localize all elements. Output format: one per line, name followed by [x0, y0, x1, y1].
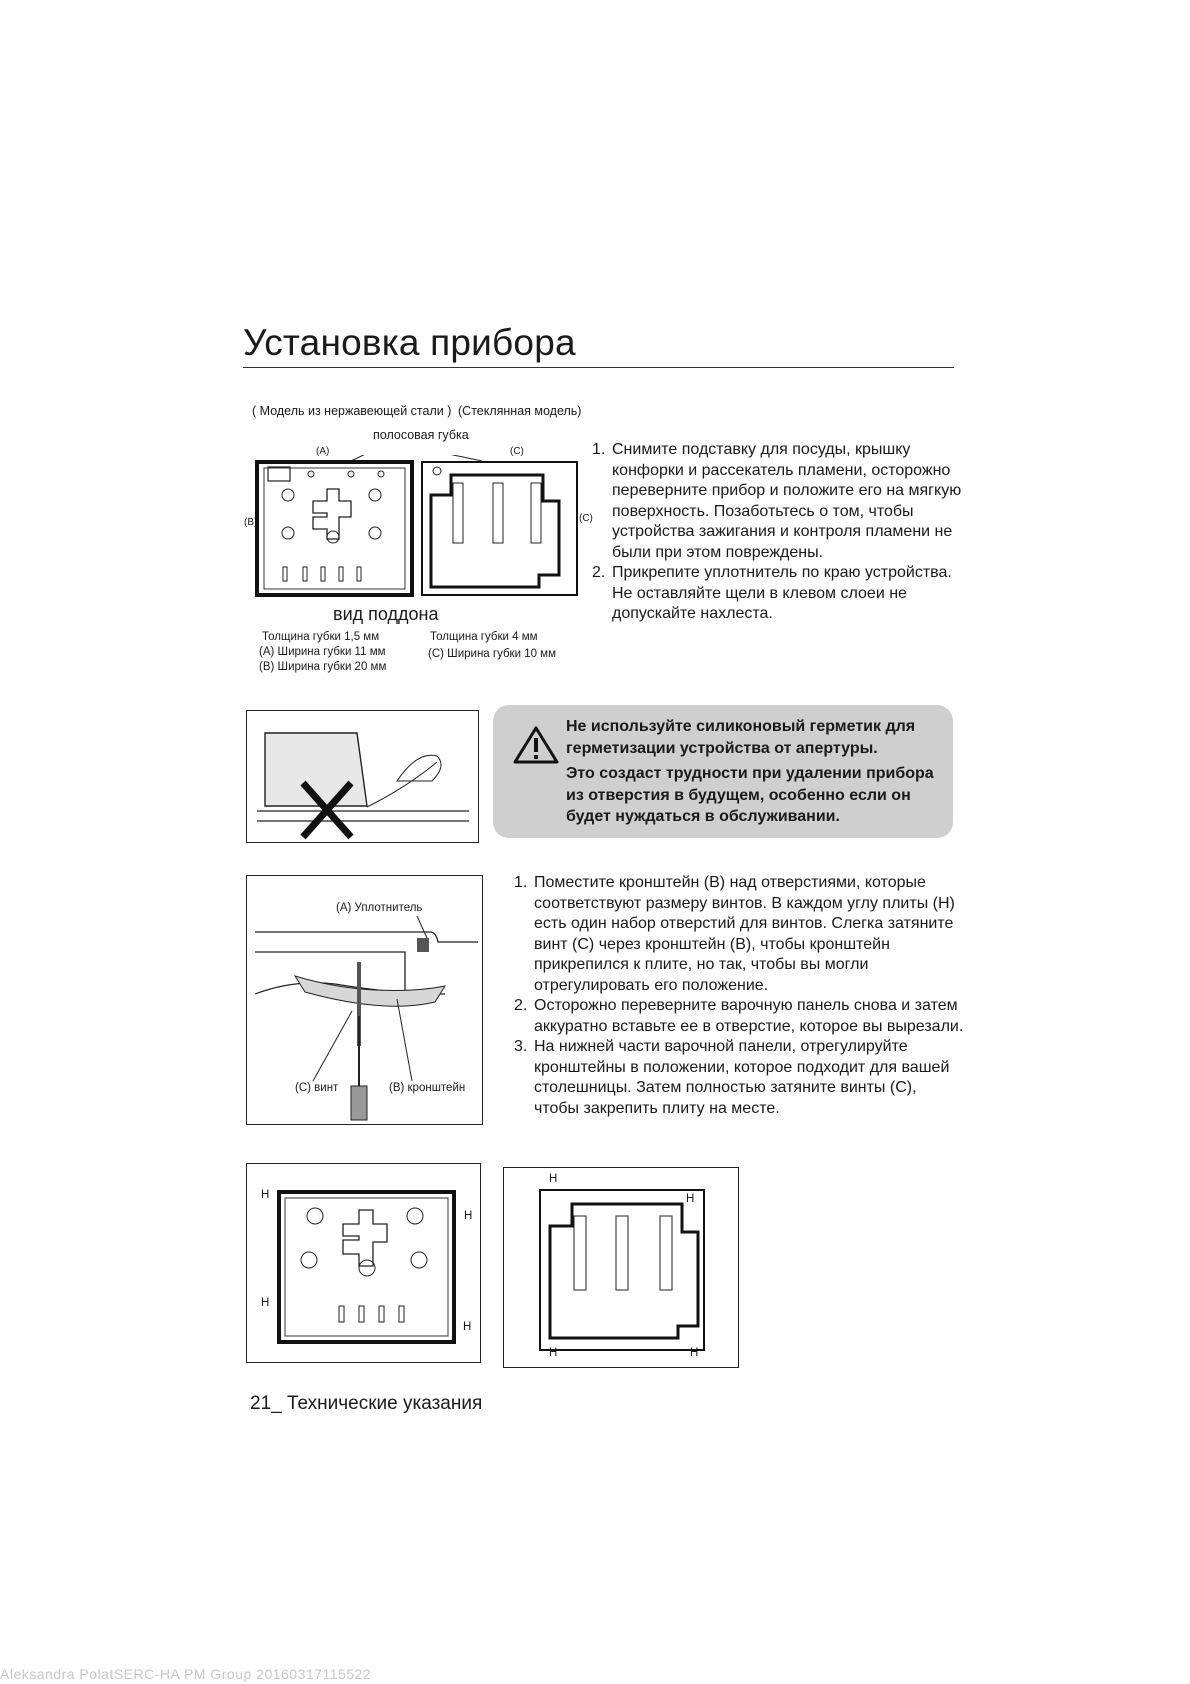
title-divider	[243, 367, 954, 368]
tray-bottom-diagram	[255, 455, 585, 599]
install-steps-bottom	[514, 873, 964, 1119]
screw-label: (C) винт	[295, 1082, 339, 1094]
step-item: 1. Поместите кронштейн (B) над отверстиями, которые соответствуют размеру винтов. В каждом углу плиты (H) есть один набор отверстий для винтов. Слегка затяните винт (C) через кронштейн (B), чтобы кронштейн прикрепился к плите, но так, чтобы вы могли отрегулировать его положение.	[514, 874, 955, 994]
bracket-label: (B) кронштейн	[389, 1082, 466, 1094]
spec-left-3: (B) Ширина губки 20 мм	[259, 661, 387, 673]
page-footer: 21_ Технические указания	[250, 1393, 483, 1414]
h-marker: H	[690, 1347, 699, 1359]
step-item: 1. Снимите подставку для посуды, крышку конфорки и рассекатель пламени, осторожно переверните прибор и положите его на мягкую поверхность. Позаботьтесь о том, чтобы устройства зажигания и контроля пламени не были при этом повреждены.	[592, 441, 962, 561]
h-marker: H	[549, 1347, 558, 1359]
sealant-illustration-frame	[246, 710, 479, 843]
tray-view-label: вид поддона	[333, 604, 439, 624]
glass-h-diagram-frame	[503, 1167, 739, 1368]
h-marker: H	[463, 1321, 472, 1333]
page-title: Установка прибора	[243, 322, 576, 363]
model-stainless-label: ( Модель из нержавеющей стали )	[252, 404, 452, 418]
label-c-top: (C)	[510, 446, 524, 457]
warning-triangle-icon	[513, 725, 559, 765]
install-steps-top	[592, 440, 964, 625]
spec-left-1: Толщина губки 1,5 мм	[262, 631, 380, 643]
step-item: 2. Осторожно переверните варочную панель снова и затем аккуратно вставьте ее в отверстие, которое вы вырезали.	[514, 997, 964, 1035]
stainless-h-diagram-frame	[246, 1163, 481, 1363]
h-marker: H	[464, 1210, 473, 1222]
spec-right-1: Толщина губки 4 мм	[430, 631, 538, 643]
h-marker: H	[261, 1297, 270, 1309]
warning-text: Не используйте силиконовый герметик для герметизации устройства от апертуры. Это создаст трудности при удалении прибора из отверстия в будущем, особенно если он будет нуждаться в обслуживании.	[566, 718, 934, 825]
h-marker: H	[549, 1173, 558, 1185]
label-c-side: (C)	[579, 513, 593, 524]
h-marker: H	[261, 1189, 270, 1201]
model-glass-label: (Стеклянная модель)	[458, 404, 582, 418]
seal-label: (A) Уплотнитель	[336, 902, 423, 914]
strip-sponge-label: полосовая губка	[373, 428, 469, 442]
spec-right-2: (C) Ширина губки 10 мм	[428, 648, 556, 660]
sealant-illustration	[247, 711, 478, 842]
glass-h-diagram	[504, 1168, 738, 1367]
label-b: (B)	[244, 517, 258, 528]
spec-left-2: (A) Ширина губки 11 мм	[259, 646, 386, 658]
label-a: (A)	[316, 446, 330, 457]
watermark: Aleksandra PolatSERC-HA PM Group 20160317115522	[0, 1666, 372, 1682]
stainless-h-diagram	[247, 1164, 480, 1362]
step-item: 3. На нижней части варочной панели, отрегулируйте кронштейны в положении, которое подходит для вашей столешницы. Затем полностью затяните винты (C), чтобы закрепить плиту на месте.	[514, 1038, 950, 1117]
step-item: 2. Прикрепите уплотнитель по краю устройства. Не оставляйте щели в клевом слоеи не допускайте нахлеста.	[592, 564, 952, 622]
h-marker: H	[686, 1193, 695, 1205]
